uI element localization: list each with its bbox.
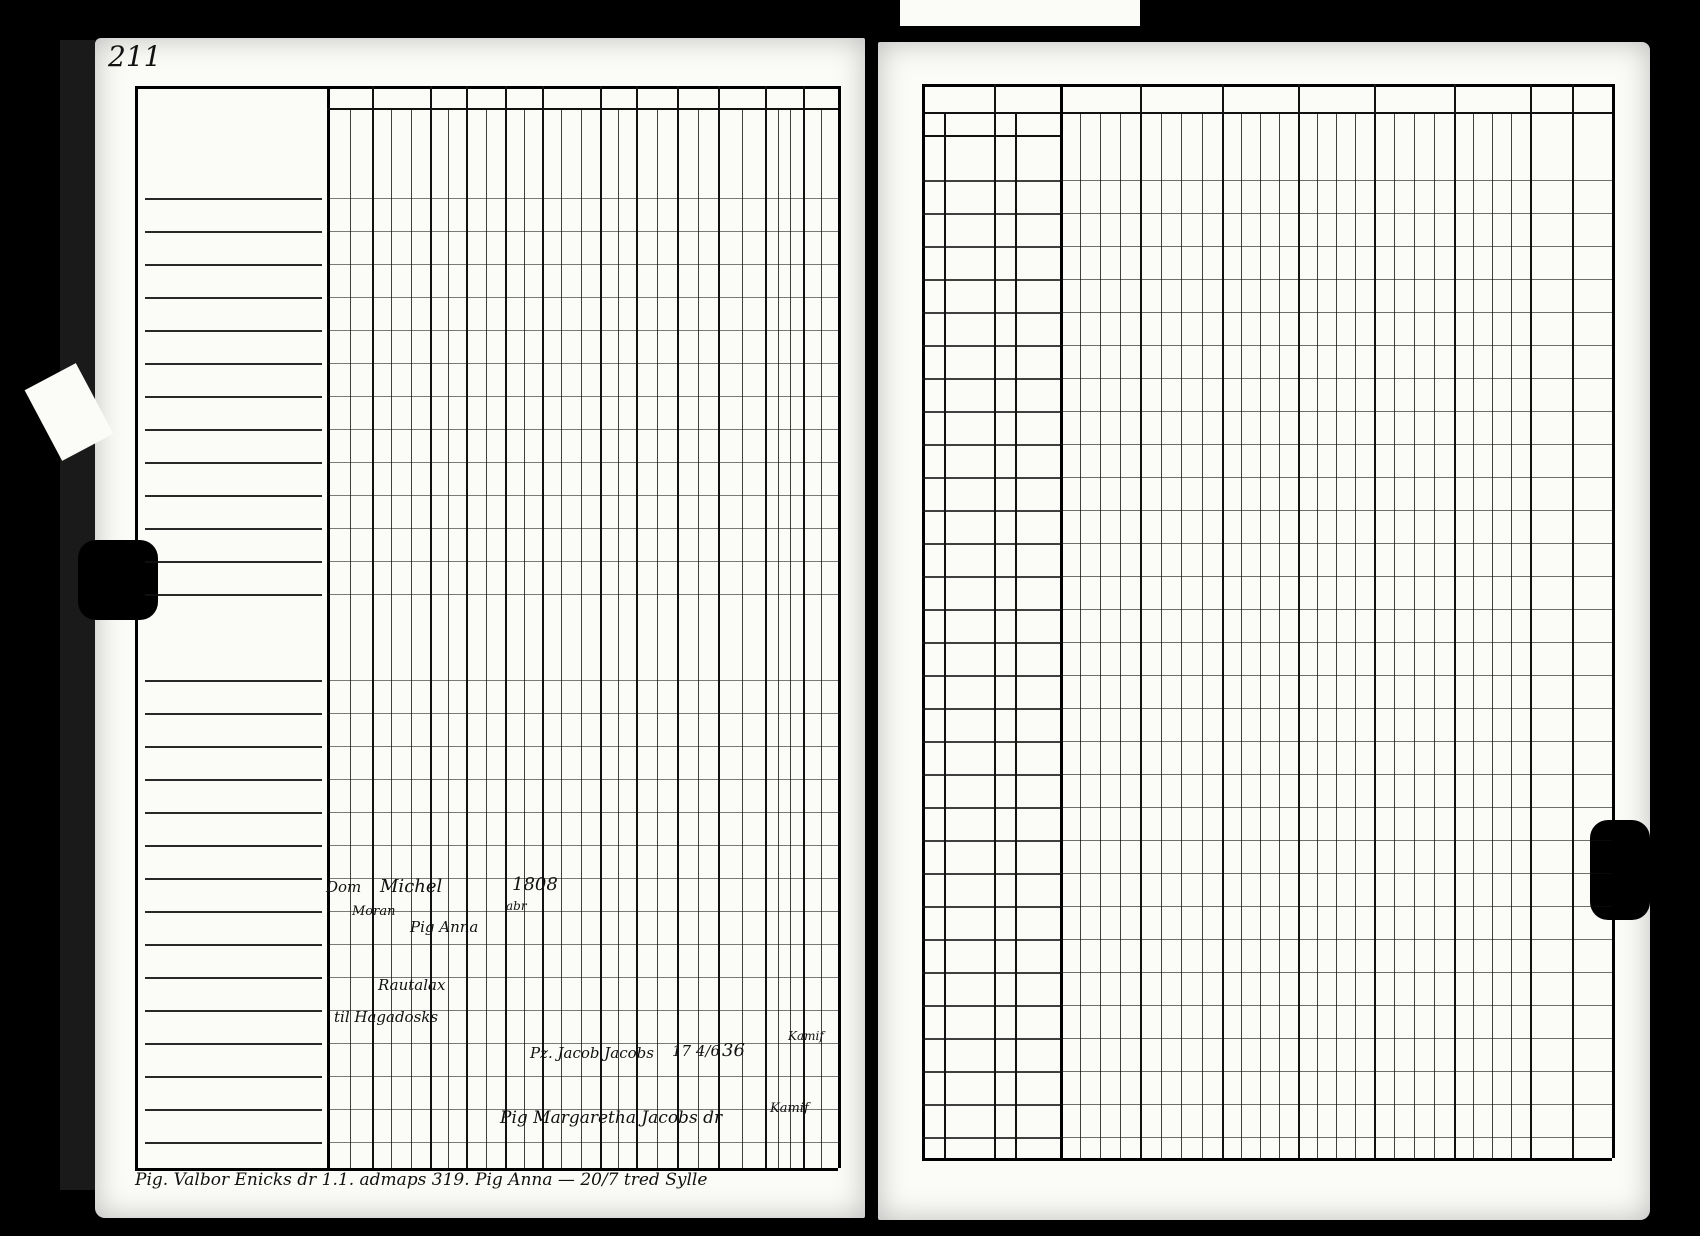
grid-line	[145, 746, 322, 748]
grid-line	[542, 86, 544, 1168]
grid-line	[742, 108, 743, 1168]
grid-line	[922, 345, 1060, 347]
grid-line	[1060, 213, 1612, 214]
grid-line	[922, 378, 1060, 380]
grid-line	[327, 845, 838, 846]
grid-line	[718, 86, 720, 1168]
grid-line	[1492, 112, 1493, 1158]
grid-line	[1060, 642, 1612, 643]
annotation: abr	[506, 899, 527, 913]
binding-clip	[1590, 820, 1650, 920]
grid-line	[145, 429, 322, 431]
grid-line	[922, 411, 1060, 413]
grid-line	[922, 1104, 1060, 1106]
grid-line	[1060, 972, 1612, 973]
grid-line	[145, 1109, 322, 1111]
grid-line	[922, 1158, 1612, 1161]
grid-line	[145, 779, 322, 781]
grid-line	[145, 680, 322, 682]
grid-line	[1060, 180, 1612, 181]
grid-line	[327, 1142, 838, 1143]
grid-line	[145, 977, 322, 979]
grid-line	[327, 495, 838, 496]
grid-line	[145, 812, 322, 814]
grid-line	[1060, 1104, 1612, 1105]
grid-line	[145, 713, 322, 715]
grid-line	[327, 330, 838, 331]
grid-line	[327, 108, 838, 110]
annotation: Kamif	[770, 1101, 809, 1116]
grid-line	[327, 86, 330, 1168]
annotation: 1808	[512, 874, 558, 895]
grid-line	[327, 713, 838, 714]
grid-line	[922, 510, 1060, 512]
grid-line	[1060, 741, 1612, 742]
grid-line	[922, 840, 1060, 842]
grid-line	[922, 576, 1060, 578]
grid-line	[677, 86, 679, 1168]
grid-line	[505, 86, 507, 1168]
annotation: Rautalax	[378, 976, 446, 994]
grid-line	[145, 297, 322, 299]
grid-line	[1060, 1005, 1612, 1006]
grid-line	[145, 363, 322, 365]
grid-line	[145, 231, 322, 233]
paper-tab	[900, 0, 1140, 26]
grid-line	[1060, 345, 1612, 346]
grid-line	[657, 108, 658, 1168]
grid-line	[922, 1038, 1060, 1040]
grid-line	[145, 594, 322, 596]
grid-line	[1060, 873, 1612, 874]
annotation: Michel	[380, 876, 443, 897]
annotation: Pz. Jacob Jacobs	[530, 1044, 654, 1062]
grid-line	[922, 444, 1060, 446]
grid-line	[1060, 477, 1612, 478]
grid-line	[486, 108, 487, 1168]
grid-line	[327, 462, 838, 463]
annotation: Pig Anna	[410, 918, 479, 936]
annotation: 36	[722, 1040, 745, 1061]
grid-line	[1100, 112, 1101, 1158]
grid-line	[922, 477, 1060, 479]
grid-line	[922, 774, 1060, 776]
grid-line	[922, 1005, 1060, 1007]
grid-line	[1060, 411, 1612, 412]
grid-line	[618, 108, 619, 1168]
grid-line	[1060, 1137, 1612, 1138]
grid-line	[1120, 112, 1121, 1158]
grid-line	[135, 86, 138, 1168]
grid-line	[922, 1071, 1060, 1073]
grid-line	[600, 86, 602, 1168]
grid-line	[803, 86, 805, 1168]
grid-line	[145, 495, 322, 497]
grid-line	[790, 108, 791, 1168]
grid-line	[145, 330, 322, 332]
grid-line	[944, 112, 946, 1158]
grid-line	[922, 741, 1060, 743]
grid-line	[145, 561, 322, 563]
grid-line	[922, 906, 1060, 908]
grid-line	[327, 594, 838, 595]
grid-line	[922, 543, 1060, 545]
grid-line	[327, 363, 838, 364]
grid-line	[922, 609, 1060, 611]
grid-line	[1060, 444, 1612, 445]
grid-line	[922, 112, 1612, 114]
grid-line	[1060, 840, 1612, 841]
grid-line	[145, 462, 322, 464]
grid-line	[327, 429, 838, 430]
grid-line	[327, 812, 838, 813]
grid-line	[922, 84, 1612, 87]
footer-note: Pig. Valbor Enicks dr 1.1. admaps 319. Pig Anna — 20/7 tred Sylle	[135, 1170, 708, 1190]
binding-clip	[78, 540, 158, 620]
grid-line	[1060, 807, 1612, 808]
annotation: til Hagadosks	[334, 1008, 439, 1026]
grid-line	[145, 396, 322, 398]
grid-line	[1355, 112, 1356, 1158]
annotation: Kamif	[788, 1029, 824, 1043]
grid-line	[327, 297, 838, 298]
grid-line	[145, 1043, 322, 1045]
grid-line	[922, 807, 1060, 809]
grid-line	[145, 1010, 322, 1012]
grid-line	[1181, 112, 1182, 1158]
grid-line	[1473, 112, 1474, 1158]
grid-line	[1060, 510, 1612, 511]
grid-line	[838, 86, 841, 1168]
grid-line	[145, 845, 322, 847]
grid-line	[1317, 112, 1318, 1158]
grid-line	[1060, 576, 1612, 577]
grid-line	[145, 528, 322, 530]
grid-line	[581, 108, 582, 1168]
grid-line	[327, 198, 838, 199]
grid-line	[1060, 906, 1612, 907]
annotation: 17 4/6	[672, 1042, 720, 1060]
grid-line	[145, 944, 322, 946]
grid-line	[1060, 312, 1612, 313]
annotation: Moran	[352, 904, 396, 919]
grid-line	[922, 246, 1060, 248]
grid-line	[1434, 112, 1435, 1158]
grid-line	[1060, 675, 1612, 676]
grid-line	[1060, 609, 1612, 610]
grid-line	[327, 1076, 838, 1077]
grid-line	[430, 86, 432, 1168]
grid-line	[1060, 1038, 1612, 1039]
grid-line	[1060, 774, 1612, 775]
grid-line	[922, 312, 1060, 314]
grid-line	[1260, 112, 1261, 1158]
page-number: 211	[108, 40, 162, 73]
grid-line	[1336, 112, 1337, 1158]
grid-line	[145, 264, 322, 266]
grid-line	[327, 680, 838, 681]
grid-line	[1060, 279, 1612, 280]
grid-line	[922, 135, 1060, 137]
grid-line	[922, 642, 1060, 644]
grid-line	[1015, 112, 1017, 1158]
grid-line	[327, 911, 838, 912]
grid-line	[145, 1142, 322, 1144]
grid-line	[135, 86, 838, 89]
grid-line	[524, 108, 525, 1168]
grid-line	[778, 108, 779, 1168]
grid-line	[327, 944, 838, 945]
grid-line	[922, 708, 1060, 710]
grid-line	[327, 264, 838, 265]
grid-line	[448, 108, 449, 1168]
grid-line	[1060, 708, 1612, 709]
grid-line	[372, 86, 374, 1168]
annotation: Pig Margaretha Jacobs dr	[500, 1108, 723, 1128]
grid-line	[327, 528, 838, 529]
grid-line	[1060, 246, 1612, 247]
grid-line	[327, 746, 838, 747]
grid-line	[1060, 1071, 1612, 1072]
grid-line	[1511, 112, 1512, 1158]
grid-line	[1612, 84, 1615, 1158]
grid-line	[1414, 112, 1415, 1158]
grid-line	[1060, 543, 1612, 544]
grid-line	[821, 108, 822, 1168]
grid-line	[922, 873, 1060, 875]
grid-line	[922, 180, 1060, 182]
grid-line	[145, 911, 322, 913]
grid-line	[636, 86, 638, 1168]
grid-line	[922, 279, 1060, 281]
grid-line	[922, 939, 1060, 941]
grid-line	[1060, 939, 1612, 940]
grid-line	[327, 561, 838, 562]
grid-line	[765, 86, 767, 1168]
grid-line	[698, 108, 699, 1168]
grid-line	[1080, 112, 1081, 1158]
grid-line	[922, 1137, 1060, 1139]
grid-line	[1202, 112, 1203, 1158]
grid-line	[145, 878, 322, 880]
grid-line	[922, 675, 1060, 677]
grid-line	[1241, 112, 1242, 1158]
grid-line	[145, 198, 322, 200]
grid-line	[327, 231, 838, 232]
grid-line	[1161, 112, 1162, 1158]
grid-line	[922, 213, 1060, 215]
left-page	[95, 38, 865, 1218]
grid-line	[327, 779, 838, 780]
grid-line	[466, 86, 468, 1168]
grid-line	[1279, 112, 1280, 1158]
grid-line	[561, 108, 562, 1168]
grid-line	[327, 396, 838, 397]
grid-line	[922, 972, 1060, 974]
grid-line	[1060, 378, 1612, 379]
grid-line	[145, 1076, 322, 1078]
grid-line	[1394, 112, 1395, 1158]
annotation: Dom	[326, 878, 362, 896]
